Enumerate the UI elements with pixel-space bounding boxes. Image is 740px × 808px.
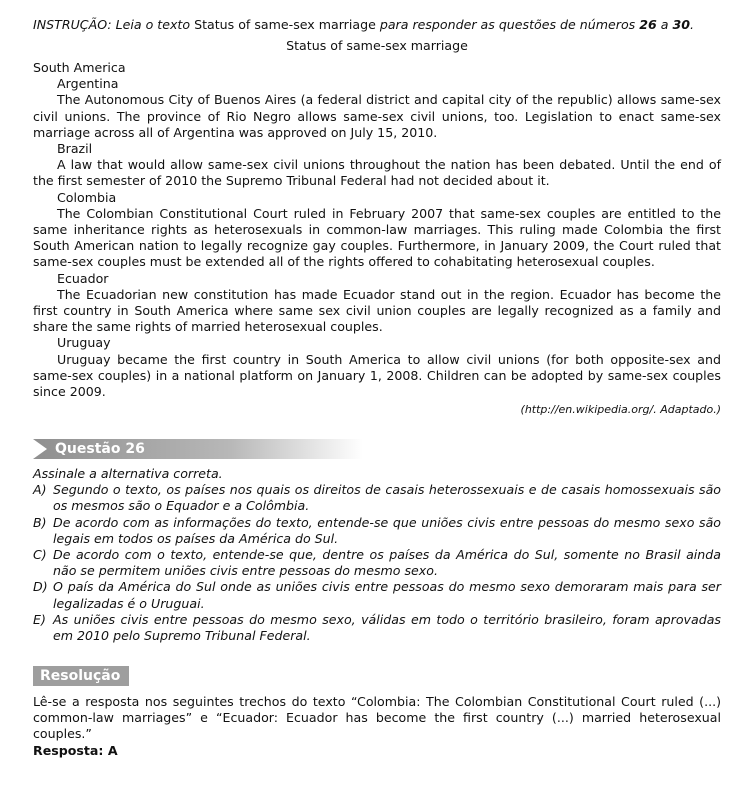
option-text: O país da América do Sul onde as uniões civis entre pessoas do mesmo sexo demoraram mais para ser legalizadas é o Uruguai.	[53, 579, 721, 611]
country-section	[33, 141, 721, 190]
instruction-middle: para responder as questões de números	[375, 17, 640, 32]
country-name: Colombia	[57, 189, 117, 205]
answer-label: Resposta: A	[33, 742, 118, 758]
resolution-text: Lê-se a resposta nos seguintes trechos do texto “Colombia: The Colombian Constitutional Court ruled (...) common-law marriages” e “Ecuador: Ecuador has become the first country (...) married heterosexual couples.”	[33, 694, 721, 742]
instruction-num-a: 26	[639, 17, 657, 32]
country-text: A law that would allow same-sex civil unions throughout the nation has been debated. Until the end of the first semester of 2010 the Supremo Tribunal Federal had not decided about it.	[33, 157, 721, 189]
option-letter: A)	[33, 482, 47, 498]
region-heading: South America	[33, 60, 126, 75]
option-text: Segundo o texto, os países nos quais os direitos de casais heterossexuais e de casais homossexuais são os mesmos são o Equador e a Colômbia.	[53, 482, 721, 514]
instruction-suffix: .	[690, 17, 695, 32]
instruction-text-name: Status of same-sex marriage	[194, 17, 376, 32]
country-text: Uruguay became the first country in South America to allow civil unions (for both opposite-sex and same-sex couples) in a national platform on January 1, 2008. Children can be adopted by same-sex couples since 2009.	[33, 351, 721, 400]
option-d	[33, 579, 721, 611]
country-section	[33, 190, 721, 271]
option-text: As uniões civis entre pessoas do mesmo sexo, válidas em todo o território brasileiro, foram aprovadas em 2010 pelo Supremo Tribunal Federal.	[53, 611, 721, 644]
option-text: De acordo com o texto, entende-se que, dentre os países da América do Sul, somente no Brasil ainda não se permitem uniões civis entre pessoas do mesmo sexo.	[53, 547, 721, 579]
option-text: De acordo com as informações do texto, entende-se que uniões civis entre pessoas do mesmo sexo são legais em todos os países da América do Sul.	[53, 514, 721, 546]
instruction-conj: a	[656, 17, 673, 32]
option-letter: B)	[33, 514, 47, 530]
text-title: Status of same-sex marriage	[286, 38, 468, 53]
option-e	[33, 612, 721, 644]
country-section	[33, 271, 721, 336]
question-header	[33, 439, 363, 459]
country-text: The Autonomous City of Buenos Aires (a federal district and capital city of the republic) allows same-sex civil unions. The province of Rio Negro allows same-sex civil unions, too. Legislation to enact same-sex marriage across all of Argentina was approved on July 15, 2010.	[33, 92, 721, 140]
question-label: Questão 26	[55, 441, 145, 457]
instruction-line	[33, 17, 721, 33]
option-letter: D)	[33, 579, 48, 595]
country-section	[33, 76, 721, 141]
option-letter: E)	[33, 611, 46, 627]
country-text: The Colombian Constitutional Court ruled in February 2007 that same-sex couples are entitled to the same inheritance rights as heterosexuals in common-law marriages. This ruling made Colombia the first South American nation to legally recognize gay couples. Furthermore, in January 2009, the Court ruled that same-sex couples must be extended all of the rights offered to cohabitating heterosexual couples.	[33, 205, 721, 270]
country-section	[33, 335, 721, 400]
option-a	[33, 482, 721, 514]
country-name: Ecuador	[57, 270, 109, 286]
resolution-block	[33, 694, 721, 759]
reading-text	[33, 60, 721, 418]
instruction-num-b: 30	[672, 17, 691, 32]
play-arrow-icon	[33, 439, 47, 459]
option-letter: C)	[33, 547, 47, 563]
option-b	[33, 515, 721, 547]
option-c	[33, 547, 721, 579]
question-block	[33, 466, 721, 644]
resolution-label: Resolução	[40, 668, 121, 684]
country-name: Argentina	[57, 76, 119, 92]
source-citation: (http://en.wikipedia.org/. Adaptado.)	[520, 403, 721, 417]
instruction-prefix: INSTRUÇÃO: Leia o texto	[33, 17, 195, 32]
answer-line	[33, 743, 721, 759]
country-text: The Ecuadorian new constitution has made Ecuador stand out in the region. Ecuador has become the first country in South America where same sex civil union couples are legally recognized as a family and share the same rights of married heterosexual couples.	[33, 286, 721, 335]
question-prompt: Assinale a alternativa correta.	[33, 466, 223, 481]
country-name: Uruguay	[57, 335, 111, 351]
resolution-header	[33, 666, 129, 686]
country-name: Brazil	[57, 141, 93, 157]
